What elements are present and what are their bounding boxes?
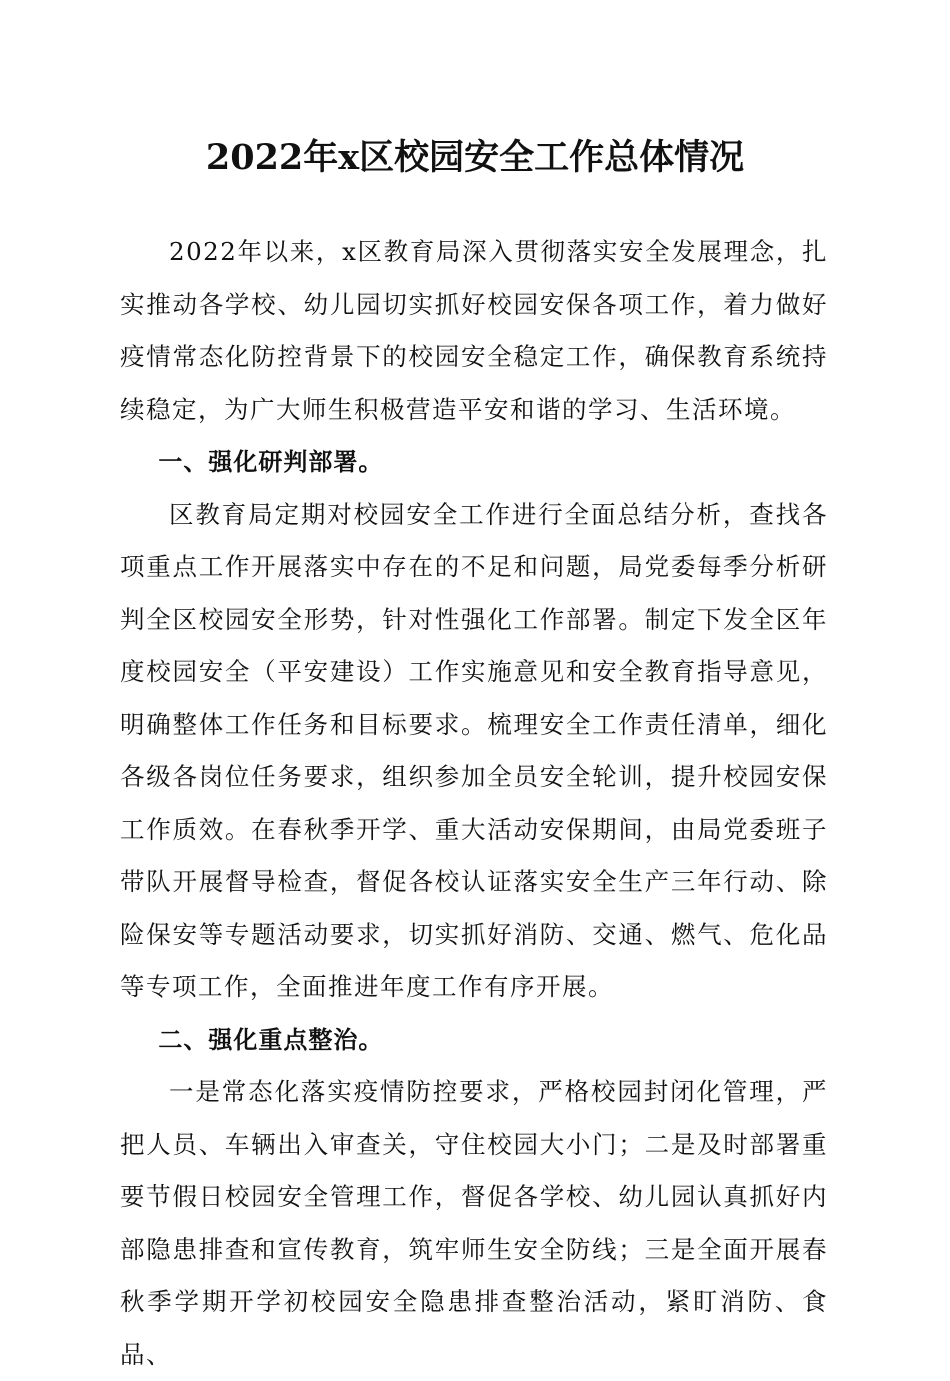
section-heading-2: 二、强化重点整治。 [158, 1025, 384, 1054]
document-title: 2022年x区校园安全工作总体情况 [205, 137, 745, 178]
section-paragraph-2: 一是常态化落实疫情防控要求，严格校园封闭化管理，严把人员、车辆出入审查关，守住校园大小门；二是及时部署重要节假日校园安全管理工作，督促各学校、幼儿园认真抓好内部隐患排查和宣传教育，筑牢师生安全防线；三是全面开展春秋季学期开学初校园安全隐患排查整治活动，紧盯消防、食品、 [120, 1077, 828, 1369]
section-heading-1: 一、强化研判部署。 [158, 448, 384, 476]
section-paragraph-1: 区教育局定期对校园安全工作进行全面总结分析，查找各项重点工作开展落实中存在的不足和问题，局党委每季分析研判全区校园安全形势，针对性强化工作部署。制定下发全区年度校园安全（平安建设）工作实施意见和安全教育指导意见，明确整体工作任务和目标要求。梳理安全工作责任清单，细化各级各岗位任务要求，组织参加全员安全轮训，提升校园安保工作质效。在春秋季开学、重大活动安保期间，由局党委班子带队开展督导检查，督促各校认证落实安全生产三年行动、除险保安等专题活动要求，切实抓好消防、交通、燃气、危化品等专项工作，全面推进年度工作有序开展。 [120, 499, 828, 1001]
document-body [120, 226, 828, 1381]
intro-paragraph: 2022年以来，x区教育局深入贯彻落实安全发展理念，扎实推动各学校、幼儿园切实抓好校园安保各项工作，着力做好疫情常态化防控背景下的校园安全稳定工作，确保教育系统持续稳定，为广大师生积极营造平安和谐的学习、生活环境。 [120, 237, 828, 424]
